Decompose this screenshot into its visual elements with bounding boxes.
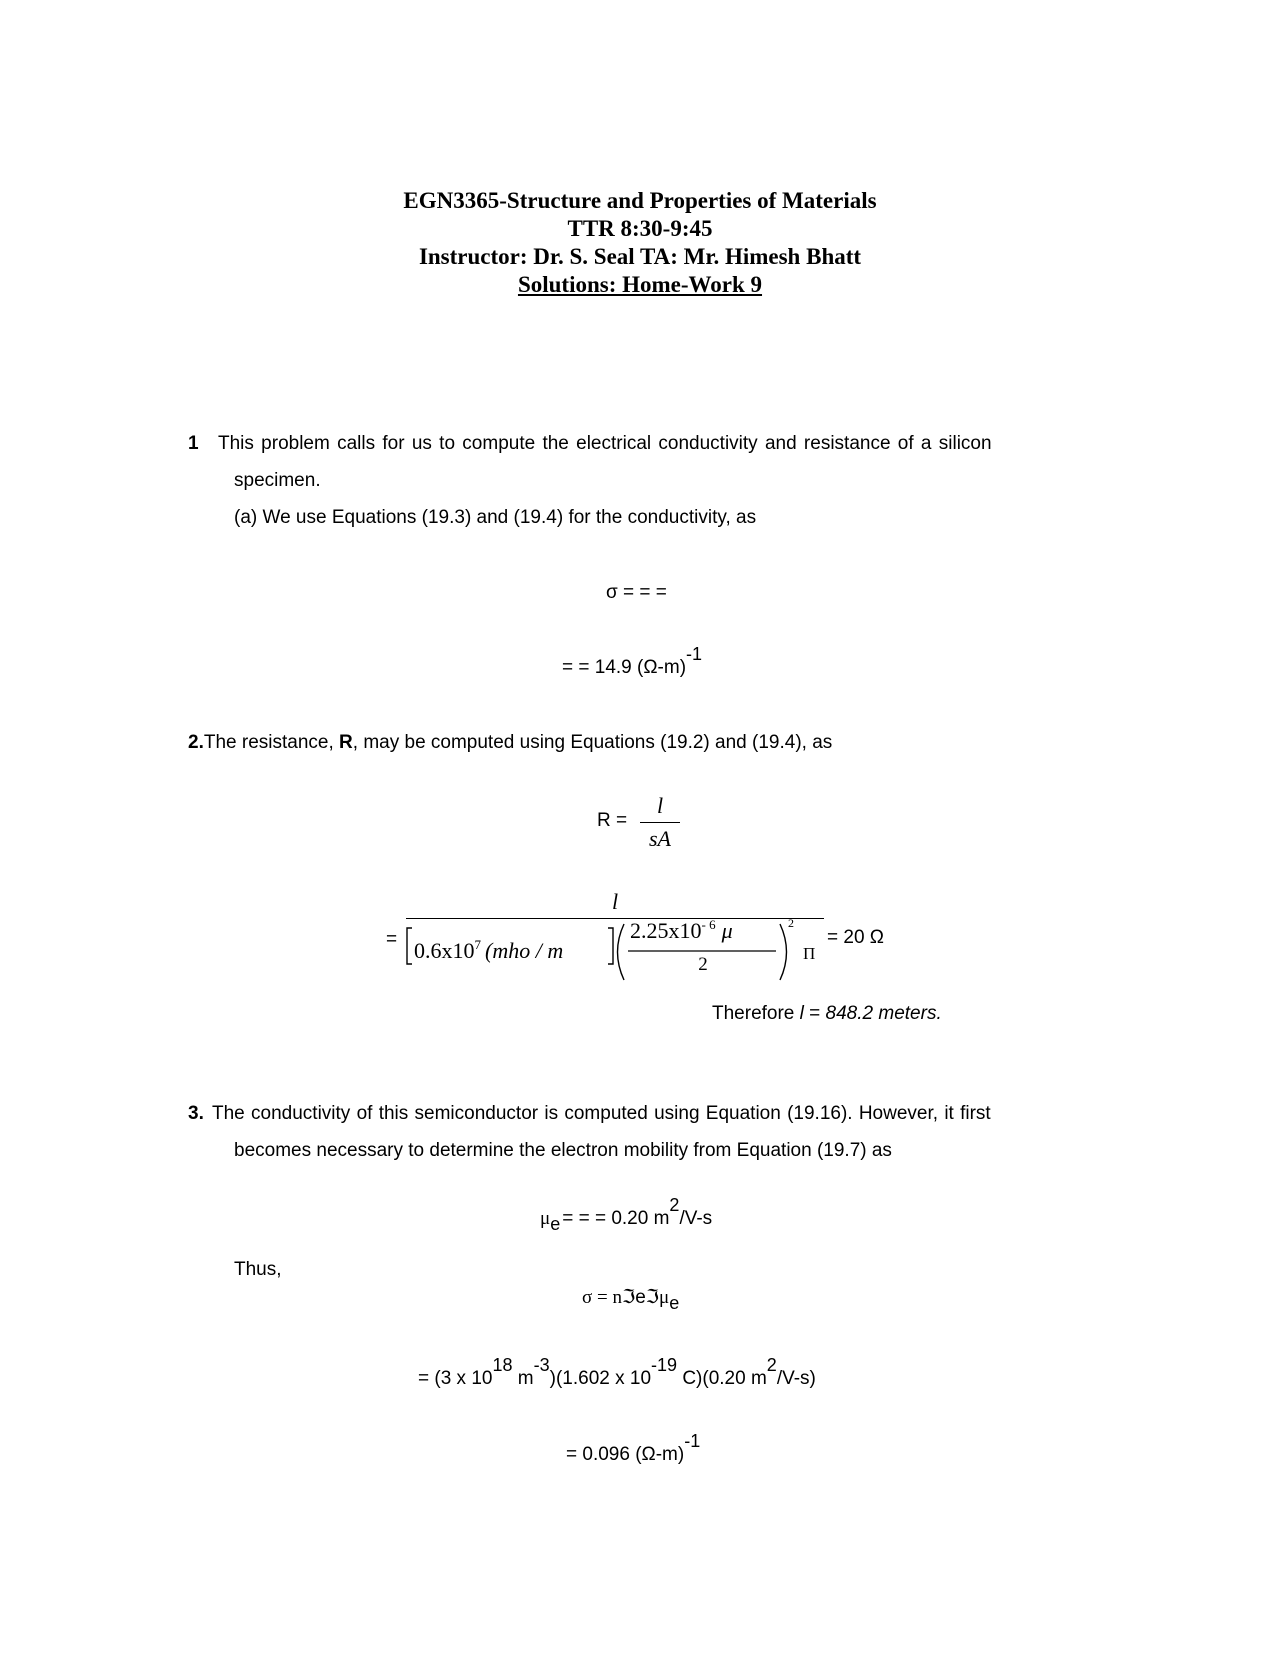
conductivity-result-exp: -1 [686, 644, 703, 664]
problem-3-text: The conductivity of this semiconductor is computed using Equation (19.16). However, it first [212, 1103, 991, 1124]
resistance-fraction-bar [640, 822, 680, 823]
resistance-label: R = [597, 810, 628, 831]
mobility-equation [540, 1195, 713, 1234]
subtitle-text: Solutions: Home-Work 9 [517, 272, 763, 297]
formula-mobility-symbol: μ [659, 1287, 670, 1308]
conductivity-formula-start: σ = n [582, 1287, 622, 1308]
problem-3-text-cont: becomes necessary to determine the electron mobility from Equation (19.7) as [234, 1140, 892, 1161]
final-conductivity-base: = 0.096 (Ω-m) [566, 1444, 685, 1465]
final-conductivity-exp: -1 [684, 1431, 701, 1451]
mobility-symbol: μ [540, 1208, 551, 1229]
course-title: EGN3365-Structure and Properties of Materials [403, 188, 877, 213]
problem-1-number: 1 [188, 433, 199, 454]
resistance-denominator: sA [649, 826, 671, 851]
problem-2-post: , may be computed using Equations (19.2) and (19.4), as [352, 732, 833, 753]
length-result-pre: Therefore [712, 1003, 800, 1024]
diameter-unit: μ [721, 918, 733, 943]
class-time: TTR 8:30-9:45 [567, 216, 713, 241]
conductivity-unit: (mho / m [485, 938, 564, 963]
resistance-calc-equals: = [386, 929, 398, 950]
problem-2-resistance-symbol: R [339, 732, 353, 753]
formula-mobility-subscript: e [669, 1293, 680, 1313]
resistance-calc-diameter [630, 918, 733, 944]
calc-part-a: = (3 x 10 [418, 1368, 493, 1389]
conductivity-mantissa: 0.6x10 [414, 938, 475, 963]
calc-exp-1: 18 [492, 1355, 513, 1375]
mobility-subscript: e [550, 1214, 561, 1234]
calc-part-d: C)(0.20 m [677, 1368, 767, 1389]
final-conductivity [566, 1431, 701, 1466]
resistance-calc-pi: Π [803, 944, 816, 963]
length-symbol: l [799, 1003, 804, 1024]
diameter-exponent: - 6 [701, 917, 716, 932]
abs-bar-left: ℑ [621, 1287, 636, 1308]
resistance-calc-square-exponent: 2 [788, 916, 794, 930]
calc-part-e: /V-s) [776, 1368, 816, 1389]
problem-2-text [188, 732, 832, 754]
resistance-calc-numerator: l [611, 889, 619, 914]
problem-2-number: 2. [188, 732, 204, 753]
problem-2-pre: The resistance, [203, 732, 340, 753]
calc-exp-4: 2 [766, 1355, 777, 1375]
instructor-line: Instructor: Dr. S. Seal TA: Mr. Himesh Bhatt [418, 244, 862, 269]
electron-charge: e [635, 1287, 646, 1308]
mobility-unit: /V-s [679, 1208, 713, 1229]
length-equals: = [803, 1003, 826, 1024]
calc-exp-3: -19 [651, 1355, 678, 1375]
conductivity-result [562, 644, 703, 679]
abs-bar-right: ℑ [645, 1287, 660, 1308]
resistance-calc-conductivity [414, 938, 563, 964]
conductivity-equation: σ = = = [606, 582, 667, 603]
diameter-mantissa: 2.25x10 [630, 918, 702, 943]
length-value: 848.2 meters. [825, 1003, 942, 1024]
calc-part-b: m [512, 1368, 534, 1389]
problem-3-number: 3. [188, 1103, 204, 1124]
conductivity-formula [582, 1286, 680, 1313]
conductivity-result-base: = = 14.9 (Ω-m) [562, 657, 687, 678]
problem-1a-text: (a) We use Equations (19.3) and (19.4) for the conductivity, as [234, 507, 757, 528]
mobility-unit-exponent: 2 [669, 1195, 680, 1215]
length-result [712, 1003, 942, 1025]
calc-exp-2: -3 [533, 1355, 550, 1375]
resistance-calc-inner-denominator: 2 [698, 954, 708, 975]
conductivity-exponent: 7 [474, 937, 481, 952]
calc-part-c: )(1.602 x 10 [549, 1368, 652, 1389]
mobility-value: = = = 0.20 m [562, 1208, 670, 1229]
problem-1-text-cont: specimen. [234, 470, 321, 491]
thus-label: Thus, [234, 1259, 282, 1280]
conductivity-calculation [418, 1355, 816, 1390]
resistance-numerator: l [656, 793, 664, 818]
document-subtitle [0, 272, 1280, 298]
problem-1-text: This problem calls for us to compute the electrical conductivity and resistance of a silicon [218, 433, 992, 454]
resistance-result: = 20 Ω [827, 927, 884, 948]
